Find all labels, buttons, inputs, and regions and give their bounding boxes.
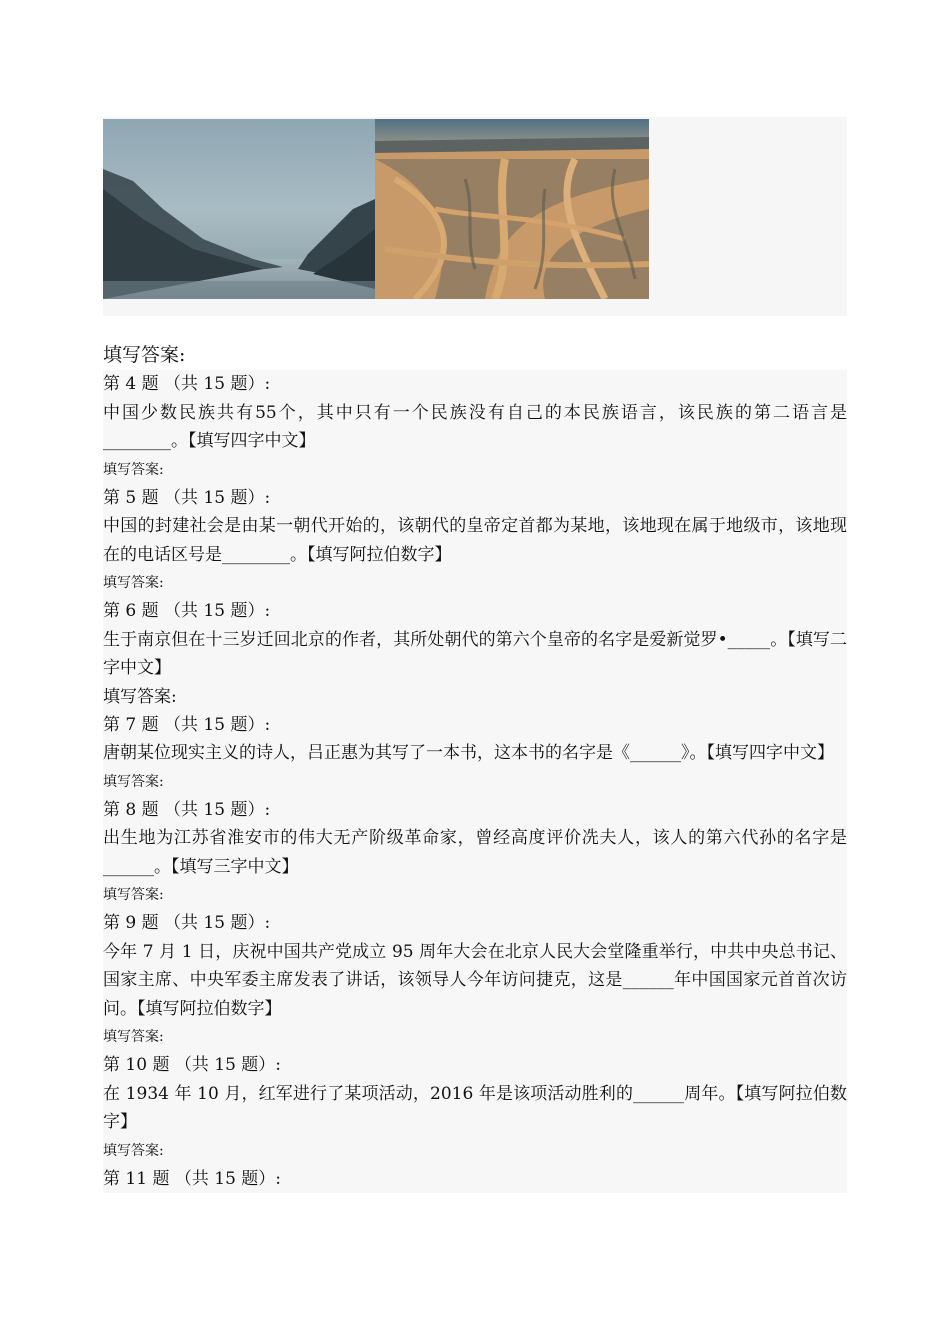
gorge-photo xyxy=(103,119,375,299)
question-block xyxy=(103,711,847,796)
river-delta-photo xyxy=(375,119,649,299)
question-text: 中国的封建社会是由某一朝代开始的，该朝代的皇帝定首都为某地，该地现在属于地级市，该地现在的电话区号是________。【填写阿拉伯数字】 xyxy=(103,516,847,565)
answer-label: 填写答案: xyxy=(103,575,164,591)
answer-label: 填写答案: xyxy=(103,340,847,370)
question-text: 今年 7 月 1 日，庆祝中国共产党成立 95 周年大会在北京人民大会堂隆重举行，中共中央总书记、国家主席、中央军委主席发表了讲话，该领导人今年访问捷克，这是______年中国国家元首首次访问。【填写阿拉伯数字】 xyxy=(103,941,847,1019)
question-block xyxy=(103,597,847,711)
answer-label: 填写答案: xyxy=(103,686,177,707)
question-title: 第 10 题 （共 15 题）: xyxy=(103,1055,282,1075)
answer-label: 填写答案: xyxy=(103,1142,164,1159)
answer-label: 填写答案: xyxy=(103,773,164,790)
answer-label: 填写答案: xyxy=(103,887,164,903)
question-block xyxy=(103,1165,847,1194)
question-text: 生于南京但在十三岁迁回北京的作者，其所处朝代的第六个皇帝的名字是爱新觉罗•_____。【填写二字中文】 xyxy=(103,629,847,678)
question-title: 第 8 题 （共 15 题）: xyxy=(103,799,271,820)
question-title: 第 4 题 （共 15 题）: xyxy=(103,374,271,394)
answer-label: 填写答案: xyxy=(103,1029,164,1045)
question-title: 第 7 题 （共 15 题）: xyxy=(103,714,271,735)
question-block xyxy=(103,1051,847,1165)
question-text: 唐朝某位现实主义的诗人，吕正惠为其写了一本书，这本书的名字是《______》。【填写四字中文】 xyxy=(103,743,834,763)
question-block xyxy=(103,370,847,484)
question-text: 中国少数民族共有55个，其中只有一个民族没有自己的本民族语言，该民族的第二语言是________。【填写四字中文】 xyxy=(103,402,847,451)
question-list xyxy=(103,340,847,1193)
question-title: 第 5 题 （共 15 题）: xyxy=(103,487,271,508)
question-block xyxy=(103,796,847,910)
question-block xyxy=(103,484,847,598)
question-block xyxy=(103,909,847,1051)
question-text: 出生地为江苏省淮安市的伟大无产阶级革命家，曾经高度评价冼夫人，该人的第六代孙的名字是______。【填写三字中文】 xyxy=(103,828,847,877)
question-title: 第 11 题 （共 15 题）: xyxy=(103,1168,282,1189)
answer-label: 填写答案: xyxy=(103,461,164,478)
question-title: 第 6 题 （共 15 题）: xyxy=(103,601,271,621)
question-title: 第 9 题 （共 15 题）: xyxy=(103,913,271,933)
question-text: 在 1934 年 10 月，红军进行了某项活动，2016 年是该项活动胜利的______周年。【填写阿拉伯数字】 xyxy=(103,1083,847,1132)
